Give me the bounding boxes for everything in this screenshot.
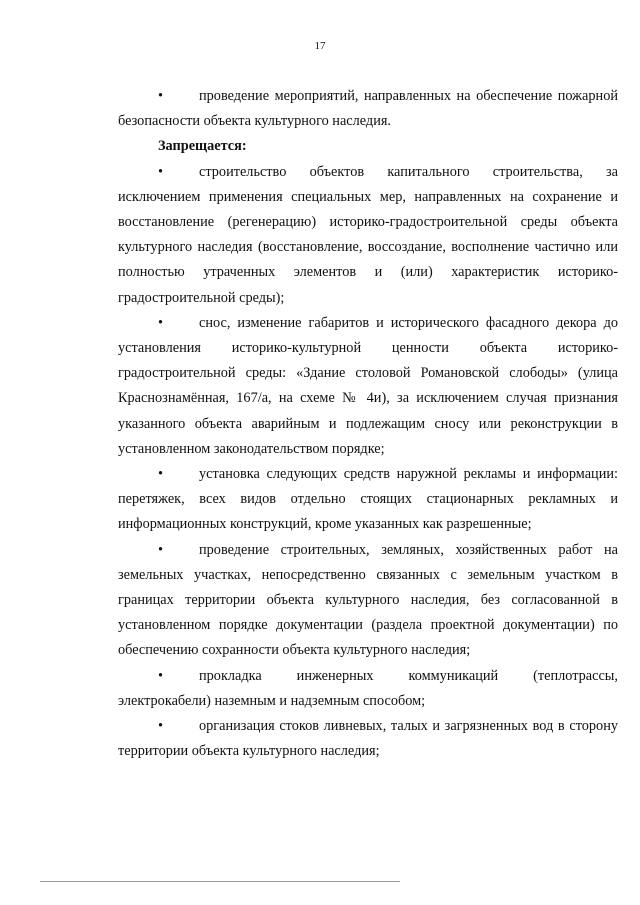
page-bottom-rule	[40, 881, 400, 882]
list-item-text: организация стоков ливневых, талых и загрязненных вод в сторону территории объекта культурного наследия;	[118, 718, 618, 760]
list-item	[118, 462, 618, 538]
list-item-text: установка следующих средств наружной рекламы и информации: перетяжек, всех видов отдельно стоящих стационарных рекламных и информационных конструкций, кроме указанных как разрешенные;	[118, 466, 618, 533]
list-item	[118, 311, 618, 462]
list-item-text: строительство объектов капитального строительства, за исключением применения специальных мер, направленных на сохранение и восстановление (регенерацию) историко-градостроительной среды объекта культурного наследия (восстановление, воссоздание, восполнение частично или полностью утраченных элементов и (или) характеристик историко-градостроительной среды);	[118, 163, 618, 306]
list-item-text: снос, изменение габаритов и исторического фасадного декора до установления историко-культурной ценности объекта историко-градостроительной среды: «Здание столовой Романовской слободы» (улица Краснознамённая, 167/а, на схеме № 4и), за исключением случая признания указанного объекта аварийным и подлежащим сносу или реконструкции в установленном законодательством порядке;	[118, 314, 618, 457]
bullet-icon: •	[158, 163, 164, 180]
bullet-icon: •	[158, 718, 164, 735]
list-item	[118, 664, 618, 714]
intro-list-item-text: проведение мероприятий, направленных на обеспечение пожарной безопасности объекта культурного наследия.	[118, 88, 618, 130]
list-item-text: прокладка инженерных коммуникаций (теплотрассы, электрокабели) наземным и надземным способом;	[118, 667, 618, 709]
bullet-icon: •	[158, 466, 164, 483]
bullet-icon: •	[158, 88, 164, 104]
bullet-icon: •	[158, 541, 164, 558]
list-item	[118, 160, 618, 311]
list-item	[118, 714, 618, 764]
prohibited-heading: Запрещается:	[158, 138, 247, 155]
bullet-icon: •	[158, 314, 164, 331]
list-item-text: проведение строительных, земляных, хозяйственных работ на земельных участках, непосредственно связанных с земельным участком в границах территории объекта культурного наследия, без согласованной в установленном порядке документации (раздела проектной документации) по обеспечению сохранности объекта культурного наследия;	[118, 541, 618, 659]
bullet-icon: •	[158, 667, 164, 684]
intro-list-item	[118, 84, 618, 134]
page-number: 17	[314, 40, 326, 52]
list-item	[118, 538, 618, 664]
document-body	[118, 84, 618, 764]
